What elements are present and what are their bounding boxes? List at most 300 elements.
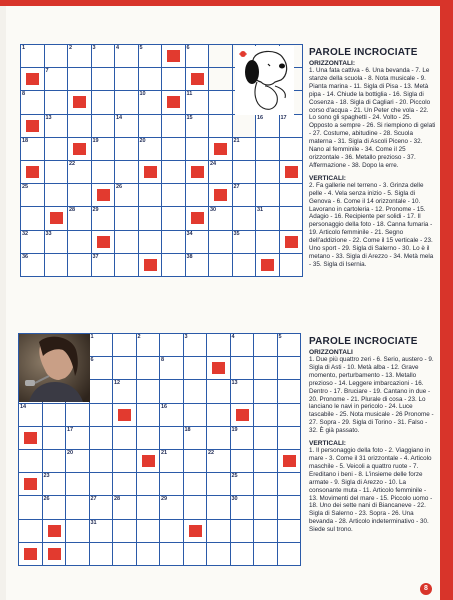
letter-cell[interactable] xyxy=(21,45,45,68)
letter-cell[interactable] xyxy=(91,68,115,91)
clue-number: 25 xyxy=(22,184,29,191)
letter-cell[interactable] xyxy=(183,357,207,380)
across-clues: 1. Una fata cattiva - 6. Una bevanda - 7. Le stanze della scuola - 8. Nota musicale - 9. Pianta marina - 11. Sigla di Pisa - 13. Metà pipa - 14. Chiude la bottiglia - 16. Sigla di Cosenza - 18. Sigla di Cagliari - 20. Piccolo corso d'acqua - 21. Un Peter che vola - 22. Lo sono gli spaghetti - 24. Volto - 25. Opposto a sempre - 26. Si riempiono di gelati - 27. Costume, abitudine - 28. Scuola materna - 31. Sigla di Ascoli Piceno - 32. Nano al femminile - 34. Come il 25 orizzontale - 36. Metallo prezioso - 37. Affermazione - 38. Dopo la erre. xyxy=(309,67,436,169)
black-square xyxy=(279,160,303,183)
grid1-row xyxy=(21,230,303,253)
black-square-fill xyxy=(48,548,61,560)
letter-cell[interactable] xyxy=(68,207,92,230)
letter-cell[interactable] xyxy=(44,45,68,68)
letter-cell[interactable] xyxy=(277,473,301,496)
letter-cell[interactable] xyxy=(230,542,254,565)
letter-cell[interactable] xyxy=(68,160,92,183)
black-square xyxy=(183,519,207,542)
letter-cell[interactable] xyxy=(89,519,113,542)
letter-cell[interactable] xyxy=(115,160,139,183)
black-square-fill xyxy=(26,73,39,85)
letter-cell[interactable] xyxy=(162,253,186,276)
clue-number: 29 xyxy=(92,207,99,214)
grid1-row xyxy=(21,114,303,137)
black-square xyxy=(21,114,45,137)
clue-number: 19 xyxy=(231,426,238,433)
letter-cell[interactable] xyxy=(160,357,184,380)
letter-cell[interactable] xyxy=(185,137,209,160)
letter-cell[interactable] xyxy=(113,449,137,472)
letter-cell[interactable] xyxy=(66,403,90,426)
letter-cell[interactable] xyxy=(66,519,90,542)
black-square-fill xyxy=(26,120,39,132)
letter-cell[interactable] xyxy=(160,403,184,426)
clue-number: 14 xyxy=(20,403,27,410)
letter-cell[interactable] xyxy=(44,137,68,160)
letter-cell[interactable] xyxy=(230,449,254,472)
letter-cell[interactable] xyxy=(21,207,45,230)
letter-cell[interactable] xyxy=(209,253,233,276)
letter-cell[interactable] xyxy=(21,137,45,160)
letter-cell[interactable] xyxy=(66,449,90,472)
letter-cell[interactable] xyxy=(113,542,137,565)
letter-cell[interactable] xyxy=(115,253,139,276)
picture-cell xyxy=(209,45,233,68)
grid2-row xyxy=(19,496,301,519)
clue-number: 30 xyxy=(231,496,238,503)
letter-cell[interactable] xyxy=(254,334,278,357)
letter-cell[interactable] xyxy=(256,137,280,160)
letter-cell[interactable] xyxy=(254,519,278,542)
black-square-fill xyxy=(212,362,225,374)
letter-cell[interactable] xyxy=(207,449,231,472)
across-heading: ORIZZONTALI: xyxy=(309,60,356,67)
letter-cell[interactable] xyxy=(185,91,209,114)
letter-cell[interactable] xyxy=(19,449,43,472)
clue-number: 27 xyxy=(233,184,240,191)
letter-cell[interactable] xyxy=(113,380,137,403)
clue-number: 5 xyxy=(278,334,282,340)
letter-cell[interactable] xyxy=(44,184,68,207)
clue-number: 37 xyxy=(92,253,99,260)
letter-cell[interactable] xyxy=(89,542,113,565)
black-square xyxy=(19,542,43,565)
snoopy-icon xyxy=(235,46,294,115)
grid2-row xyxy=(19,426,301,449)
letter-cell[interactable] xyxy=(254,473,278,496)
letter-cell[interactable] xyxy=(91,114,115,137)
letter-cell[interactable] xyxy=(44,68,68,91)
letter-cell[interactable] xyxy=(277,357,301,380)
letter-cell[interactable] xyxy=(42,403,66,426)
black-square xyxy=(162,45,186,68)
letter-cell[interactable] xyxy=(66,542,90,565)
letter-cell[interactable] xyxy=(230,473,254,496)
letter-cell[interactable] xyxy=(160,519,184,542)
letter-cell[interactable] xyxy=(68,230,92,253)
letter-cell[interactable] xyxy=(162,160,186,183)
letter-cell[interactable] xyxy=(19,519,43,542)
letter-cell[interactable] xyxy=(136,334,160,357)
clue-number: 1 xyxy=(90,334,94,340)
clue-number: 3 xyxy=(184,334,188,340)
letter-cell[interactable] xyxy=(113,426,137,449)
letter-cell[interactable] xyxy=(160,380,184,403)
grid2-row xyxy=(19,519,301,542)
letter-cell[interactable] xyxy=(21,253,45,276)
letter-cell[interactable] xyxy=(277,334,301,357)
letter-cell[interactable] xyxy=(254,542,278,565)
letter-cell[interactable] xyxy=(115,207,139,230)
letter-cell[interactable] xyxy=(207,496,231,519)
letter-cell[interactable] xyxy=(19,496,43,519)
letter-cell[interactable] xyxy=(160,334,184,357)
letter-cell[interactable] xyxy=(42,473,66,496)
clue-number: 21 xyxy=(233,137,240,144)
black-square xyxy=(113,403,137,426)
clue-number: 8 xyxy=(161,357,165,364)
down-heading: VERTICALI: xyxy=(309,440,346,448)
letter-cell[interactable] xyxy=(256,184,280,207)
letter-cell[interactable] xyxy=(68,68,92,91)
black-square-fill xyxy=(191,73,204,85)
black-square-fill xyxy=(97,236,110,248)
black-square-fill xyxy=(24,548,37,560)
letter-cell[interactable] xyxy=(183,426,207,449)
black-square xyxy=(91,184,115,207)
black-square-fill xyxy=(167,96,180,108)
clue-number: 30 xyxy=(210,207,217,214)
letter-cell[interactable] xyxy=(136,403,160,426)
clue-number: 16 xyxy=(161,403,168,410)
letter-cell[interactable] xyxy=(232,137,256,160)
letter-cell[interactable] xyxy=(89,357,113,380)
clue-number: 1 xyxy=(22,45,26,51)
letter-cell[interactable] xyxy=(136,496,160,519)
letter-cell[interactable] xyxy=(254,449,278,472)
letter-cell[interactable] xyxy=(160,449,184,472)
letter-cell[interactable] xyxy=(42,426,66,449)
letter-cell[interactable] xyxy=(207,403,231,426)
letter-cell[interactable] xyxy=(115,45,139,68)
letter-cell[interactable] xyxy=(162,184,186,207)
letter-cell[interactable] xyxy=(279,184,303,207)
letter-cell[interactable] xyxy=(256,114,280,137)
letter-cell[interactable] xyxy=(19,403,43,426)
letter-cell[interactable] xyxy=(66,496,90,519)
black-square-fill xyxy=(191,166,204,178)
clue-number: 24 xyxy=(210,160,217,167)
clue-number: 10 xyxy=(139,91,146,98)
letter-cell[interactable] xyxy=(277,519,301,542)
letter-cell[interactable] xyxy=(68,253,92,276)
letter-cell[interactable] xyxy=(91,160,115,183)
letter-cell[interactable] xyxy=(138,91,162,114)
black-square xyxy=(21,68,45,91)
letter-cell[interactable] xyxy=(91,137,115,160)
letter-cell[interactable] xyxy=(138,230,162,253)
grid1-row xyxy=(21,137,303,160)
letter-cell[interactable] xyxy=(209,230,233,253)
grid2-row xyxy=(19,473,301,496)
black-square-fill xyxy=(285,236,298,248)
letter-cell[interactable] xyxy=(113,357,137,380)
letter-cell[interactable] xyxy=(254,426,278,449)
letter-cell[interactable] xyxy=(209,91,233,114)
letter-cell[interactable] xyxy=(207,426,231,449)
letter-cell[interactable] xyxy=(279,114,303,137)
letter-cell[interactable] xyxy=(254,357,278,380)
letter-cell[interactable] xyxy=(136,519,160,542)
letter-cell[interactable] xyxy=(277,403,301,426)
letter-cell[interactable] xyxy=(185,45,209,68)
letter-cell[interactable] xyxy=(138,68,162,91)
black-square-fill xyxy=(236,409,249,421)
clues-panel-1 xyxy=(309,47,436,269)
black-square-fill xyxy=(73,96,86,108)
letter-cell[interactable] xyxy=(256,207,280,230)
letter-cell[interactable] xyxy=(185,230,209,253)
letter-cell[interactable] xyxy=(21,91,45,114)
black-square xyxy=(230,403,254,426)
clue-number: 18 xyxy=(22,137,29,144)
letter-cell[interactable] xyxy=(207,473,231,496)
letter-cell[interactable] xyxy=(115,184,139,207)
letter-cell[interactable] xyxy=(160,496,184,519)
black-square xyxy=(136,449,160,472)
letter-cell[interactable] xyxy=(207,519,231,542)
black-square-fill xyxy=(189,525,202,537)
letter-cell[interactable] xyxy=(254,380,278,403)
letter-cell[interactable] xyxy=(66,426,90,449)
letter-cell[interactable] xyxy=(113,496,137,519)
clue-number: 2 xyxy=(69,45,73,51)
letter-cell[interactable] xyxy=(207,542,231,565)
clue-number: 34 xyxy=(186,230,193,237)
black-square xyxy=(279,230,303,253)
letter-cell[interactable] xyxy=(89,403,113,426)
letter-cell[interactable] xyxy=(89,426,113,449)
letter-cell[interactable] xyxy=(183,380,207,403)
letter-cell[interactable] xyxy=(68,45,92,68)
letter-cell[interactable] xyxy=(207,334,231,357)
letter-cell[interactable] xyxy=(115,91,139,114)
letter-cell[interactable] xyxy=(42,449,66,472)
clue-number: 20 xyxy=(67,449,74,456)
letter-cell[interactable] xyxy=(256,230,280,253)
clue-number: 13 xyxy=(231,380,238,387)
clue-number: 32 xyxy=(22,230,29,237)
letter-cell[interactable] xyxy=(183,403,207,426)
letter-cell[interactable] xyxy=(230,380,254,403)
letter-cell[interactable] xyxy=(160,426,184,449)
letter-cell[interactable] xyxy=(115,114,139,137)
clue-number: 15 xyxy=(186,114,193,121)
clue-number: 31 xyxy=(90,519,97,526)
letter-cell[interactable] xyxy=(279,207,303,230)
black-square xyxy=(185,207,209,230)
singer-photo-icon xyxy=(19,334,90,402)
black-square-fill xyxy=(283,455,296,467)
singer-photo xyxy=(19,334,90,402)
clue-number: 22 xyxy=(208,449,215,456)
letter-cell[interactable] xyxy=(89,496,113,519)
letter-cell[interactable] xyxy=(230,519,254,542)
letter-cell[interactable] xyxy=(232,230,256,253)
letter-cell[interactable] xyxy=(44,160,68,183)
letter-cell[interactable] xyxy=(256,160,280,183)
letter-cell[interactable] xyxy=(279,253,303,276)
clue-number: 20 xyxy=(139,137,146,144)
letter-cell[interactable] xyxy=(160,473,184,496)
letter-cell[interactable] xyxy=(162,68,186,91)
letter-cell[interactable] xyxy=(209,207,233,230)
black-square-fill xyxy=(167,50,180,62)
letter-cell[interactable] xyxy=(183,449,207,472)
clue-number: 13 xyxy=(45,114,52,121)
black-square xyxy=(185,160,209,183)
black-square xyxy=(68,137,92,160)
letter-cell[interactable] xyxy=(254,496,278,519)
letter-cell[interactable] xyxy=(68,184,92,207)
letter-cell[interactable] xyxy=(138,207,162,230)
letter-cell[interactable] xyxy=(136,473,160,496)
letter-cell[interactable] xyxy=(42,496,66,519)
letter-cell[interactable] xyxy=(89,473,113,496)
clue-number: 6 xyxy=(90,357,94,364)
grid2-row xyxy=(19,449,301,472)
grid1-row xyxy=(21,207,303,230)
letter-cell[interactable] xyxy=(89,449,113,472)
clue-number: 25 xyxy=(231,473,238,480)
clue-number: 2 xyxy=(137,334,141,340)
letter-cell[interactable] xyxy=(68,114,92,137)
letter-cell[interactable] xyxy=(277,496,301,519)
black-square xyxy=(138,160,162,183)
black-square xyxy=(68,91,92,114)
black-square xyxy=(162,91,186,114)
black-square xyxy=(209,137,233,160)
letter-cell[interactable] xyxy=(115,137,139,160)
clue-number: 17 xyxy=(67,426,74,433)
grid1-row xyxy=(21,253,303,276)
black-square-fill xyxy=(214,189,227,201)
clue-number: 36 xyxy=(22,253,29,260)
black-square xyxy=(19,473,43,496)
letter-cell[interactable] xyxy=(66,473,90,496)
letter-cell[interactable] xyxy=(279,137,303,160)
letter-cell[interactable] xyxy=(183,473,207,496)
letter-cell[interactable] xyxy=(44,91,68,114)
letter-cell[interactable] xyxy=(230,334,254,357)
letter-cell[interactable] xyxy=(277,380,301,403)
letter-cell[interactable] xyxy=(91,91,115,114)
letter-cell[interactable] xyxy=(162,207,186,230)
letter-cell[interactable] xyxy=(89,334,113,357)
puzzle-title: PAROLE INCROCIATE xyxy=(309,47,418,58)
across-heading: ORIZZONTALI xyxy=(309,349,353,356)
letter-cell[interactable] xyxy=(232,160,256,183)
black-square xyxy=(42,519,66,542)
letter-cell[interactable] xyxy=(136,357,160,380)
clue-number: 21 xyxy=(161,449,168,456)
black-square-fill xyxy=(285,166,298,178)
letter-cell[interactable] xyxy=(232,253,256,276)
grid1-row xyxy=(21,160,303,183)
letter-cell[interactable] xyxy=(207,380,231,403)
letter-cell[interactable] xyxy=(209,114,233,137)
letter-cell[interactable] xyxy=(136,426,160,449)
letter-cell[interactable] xyxy=(160,542,184,565)
letter-cell[interactable] xyxy=(183,496,207,519)
letter-cell[interactable] xyxy=(136,380,160,403)
black-square xyxy=(209,184,233,207)
letter-cell[interactable] xyxy=(232,184,256,207)
letter-cell[interactable] xyxy=(89,380,113,403)
clue-number: 4 xyxy=(116,45,120,51)
letter-cell[interactable] xyxy=(185,114,209,137)
down-clues: 2. Fa gallerie nel terreno - 3. Grinza delle pelle - 4. Vela senza inizio - 5. Sigla di Genova - 6. Come il 14 orizzontale - 10. Lavorano in cartoleria - 12. Pronome - 15. Adagio - 16. Recipiente per solidi - 17. Il personaggio della foto - 18. Canna fumaria - 19. Articolo femminile - 21. Segno dell'addizione - 22. Come il 15 verticale - 23. Uno sport - 29. Sigla di Salerno - 30. Lo è il metano - 33. Sigla di Arezzo - 34. Metà mela - 35. Sigla di Isernia. xyxy=(309,181,434,268)
black-square xyxy=(19,426,43,449)
black-square xyxy=(44,207,68,230)
letter-cell[interactable] xyxy=(21,184,45,207)
letter-cell[interactable] xyxy=(185,253,209,276)
letter-cell[interactable] xyxy=(44,230,68,253)
letter-cell[interactable] xyxy=(21,230,45,253)
letter-cell[interactable] xyxy=(232,207,256,230)
black-square-fill xyxy=(261,259,274,271)
black-square-fill xyxy=(191,212,204,224)
letter-cell[interactable] xyxy=(113,519,137,542)
letter-cell[interactable] xyxy=(91,253,115,276)
clue-number: 7 xyxy=(45,68,49,75)
letter-cell[interactable] xyxy=(230,426,254,449)
letter-cell[interactable] xyxy=(230,496,254,519)
clue-number: 35 xyxy=(233,230,240,237)
black-square-fill xyxy=(144,166,157,178)
clue-number: 6 xyxy=(186,45,190,51)
letter-cell[interactable] xyxy=(183,334,207,357)
clue-number: 31 xyxy=(257,207,264,214)
letter-cell[interactable] xyxy=(230,357,254,380)
letter-cell[interactable] xyxy=(113,473,137,496)
letter-cell[interactable] xyxy=(91,207,115,230)
letter-cell[interactable] xyxy=(136,542,160,565)
letter-cell[interactable] xyxy=(115,68,139,91)
letter-cell[interactable] xyxy=(185,184,209,207)
clue-number: 11 xyxy=(186,91,193,98)
clue-number: 28 xyxy=(69,207,76,214)
letter-cell[interactable] xyxy=(162,230,186,253)
letter-cell[interactable] xyxy=(91,45,115,68)
letter-cell[interactable] xyxy=(162,137,186,160)
clue-number: 26 xyxy=(116,184,123,191)
clue-number: 12 xyxy=(114,380,121,387)
letter-cell[interactable] xyxy=(277,542,301,565)
clues-panel-2 xyxy=(309,336,436,534)
letter-cell[interactable] xyxy=(115,230,139,253)
clue-number: 18 xyxy=(184,426,191,433)
letter-cell[interactable] xyxy=(162,114,186,137)
letter-cell[interactable] xyxy=(113,334,137,357)
letter-cell[interactable] xyxy=(44,253,68,276)
letter-cell[interactable] xyxy=(183,542,207,565)
letter-cell[interactable] xyxy=(277,426,301,449)
letter-cell[interactable] xyxy=(44,114,68,137)
letter-cell[interactable] xyxy=(138,45,162,68)
letter-cell[interactable] xyxy=(138,137,162,160)
clue-number: 27 xyxy=(90,496,97,503)
letter-cell[interactable] xyxy=(138,114,162,137)
picture-cell xyxy=(209,68,233,91)
letter-cell[interactable] xyxy=(254,403,278,426)
letter-cell[interactable] xyxy=(138,184,162,207)
letter-cell[interactable] xyxy=(209,160,233,183)
